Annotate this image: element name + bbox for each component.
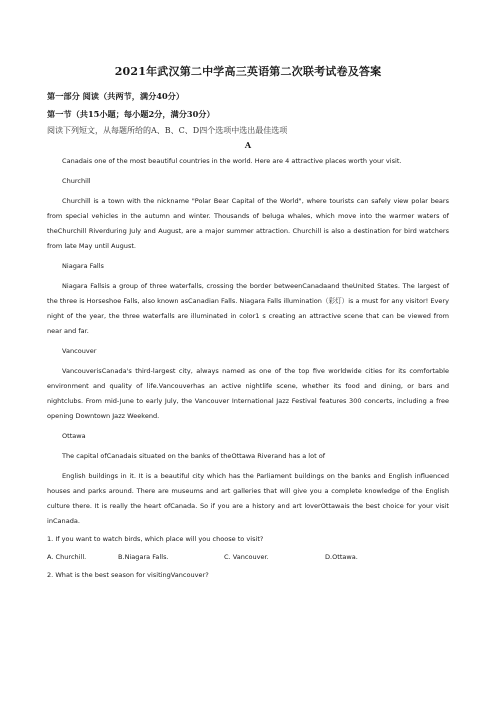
question-1-options [47, 550, 449, 565]
passage-body [47, 154, 449, 583]
heading-vancouver: Vancouver [62, 347, 97, 355]
question-1: 1. If you want to watch birds, which place will you choose to visit? [47, 535, 264, 543]
instruction-text: 阅读下列短文，从每题所给的A、B、C、D四个选项中选出最佳选项 [47, 126, 288, 135]
heading-niagara: Niagara Falls [62, 262, 104, 270]
ottawa-paragraph: English buildings in it. It is a beautiful city which has the Parliament buildings on the banks and English influenced houses and parks around. There are museums and art galleries that will give you a complete knowledge of the English culture there. It is really the heart ofCanada. So if you are a history and art loverOttawais the best choice for your visit inCanada. [47, 472, 449, 525]
passage-letter: A [244, 140, 252, 150]
niagara-paragraph: Niagara Fallsis a group of three waterfalls, crossing the border betweenCanadaand theUnited States. The largest of the three is Horseshoe Falls, also known asCanadian Falls. Niagara Falls illumination（彩灯）is a must for any visitor! Every night of the year, the three waterfalls are illuminated in color1 s creating an attractive scene that can be viewed from near and far. [47, 282, 449, 335]
vancouver-paragraph: VancouverisCanada's third-largest city, always named as one of the top five worldwide cities for its comfortable environment and quality of life.Vancouverhas an active nightlife scene, whether its food and dining, or bars and nightclubs. From mid-June to early July, the Vancouver International Jazz Festival features 300 concerts, including a free opening Downtown Jazz Weekend. [47, 367, 449, 420]
part-heading: 第一部分 阅读（共两节，满分40分） [47, 91, 185, 101]
page-title: 2021年武汉第二中学高三英语第二次联考试卷及答案 [114, 65, 382, 78]
churchill-paragraph: Churchill is a town with the nickname "Polar Bear Capital of the World", where tourists can safely view polar bears from special vehicles in the autumn and winter. Thousands of beluga whales, which move into the warmer waters of theChurchill Riverduring July and August, are a major summer attraction. Churchill is also a destination for bird watchers from late May until August. [47, 197, 449, 250]
option-c: C. Vancouver. [224, 553, 269, 561]
option-d: D.Ottawa. [325, 553, 358, 561]
section-heading: 第一节（共15小题；每小题2分，满分30分） [47, 109, 215, 119]
option-a: A. Churchill. [47, 553, 87, 561]
heading-ottawa: Ottawa [62, 432, 86, 440]
ottawa-paragraph-start: The capital ofCanadais situated on the banks of theOttawa Riverand has a lot of [62, 452, 326, 460]
heading-churchill: Churchill [62, 177, 91, 185]
option-b: B.Niagara Falls. [118, 553, 169, 561]
intro-paragraph: Canadais one of the most beautiful countries in the world. Here are 4 attractive places worth your visit. [62, 157, 402, 165]
question-2: 2. What is the best season for visitingVancouver? [47, 571, 209, 579]
